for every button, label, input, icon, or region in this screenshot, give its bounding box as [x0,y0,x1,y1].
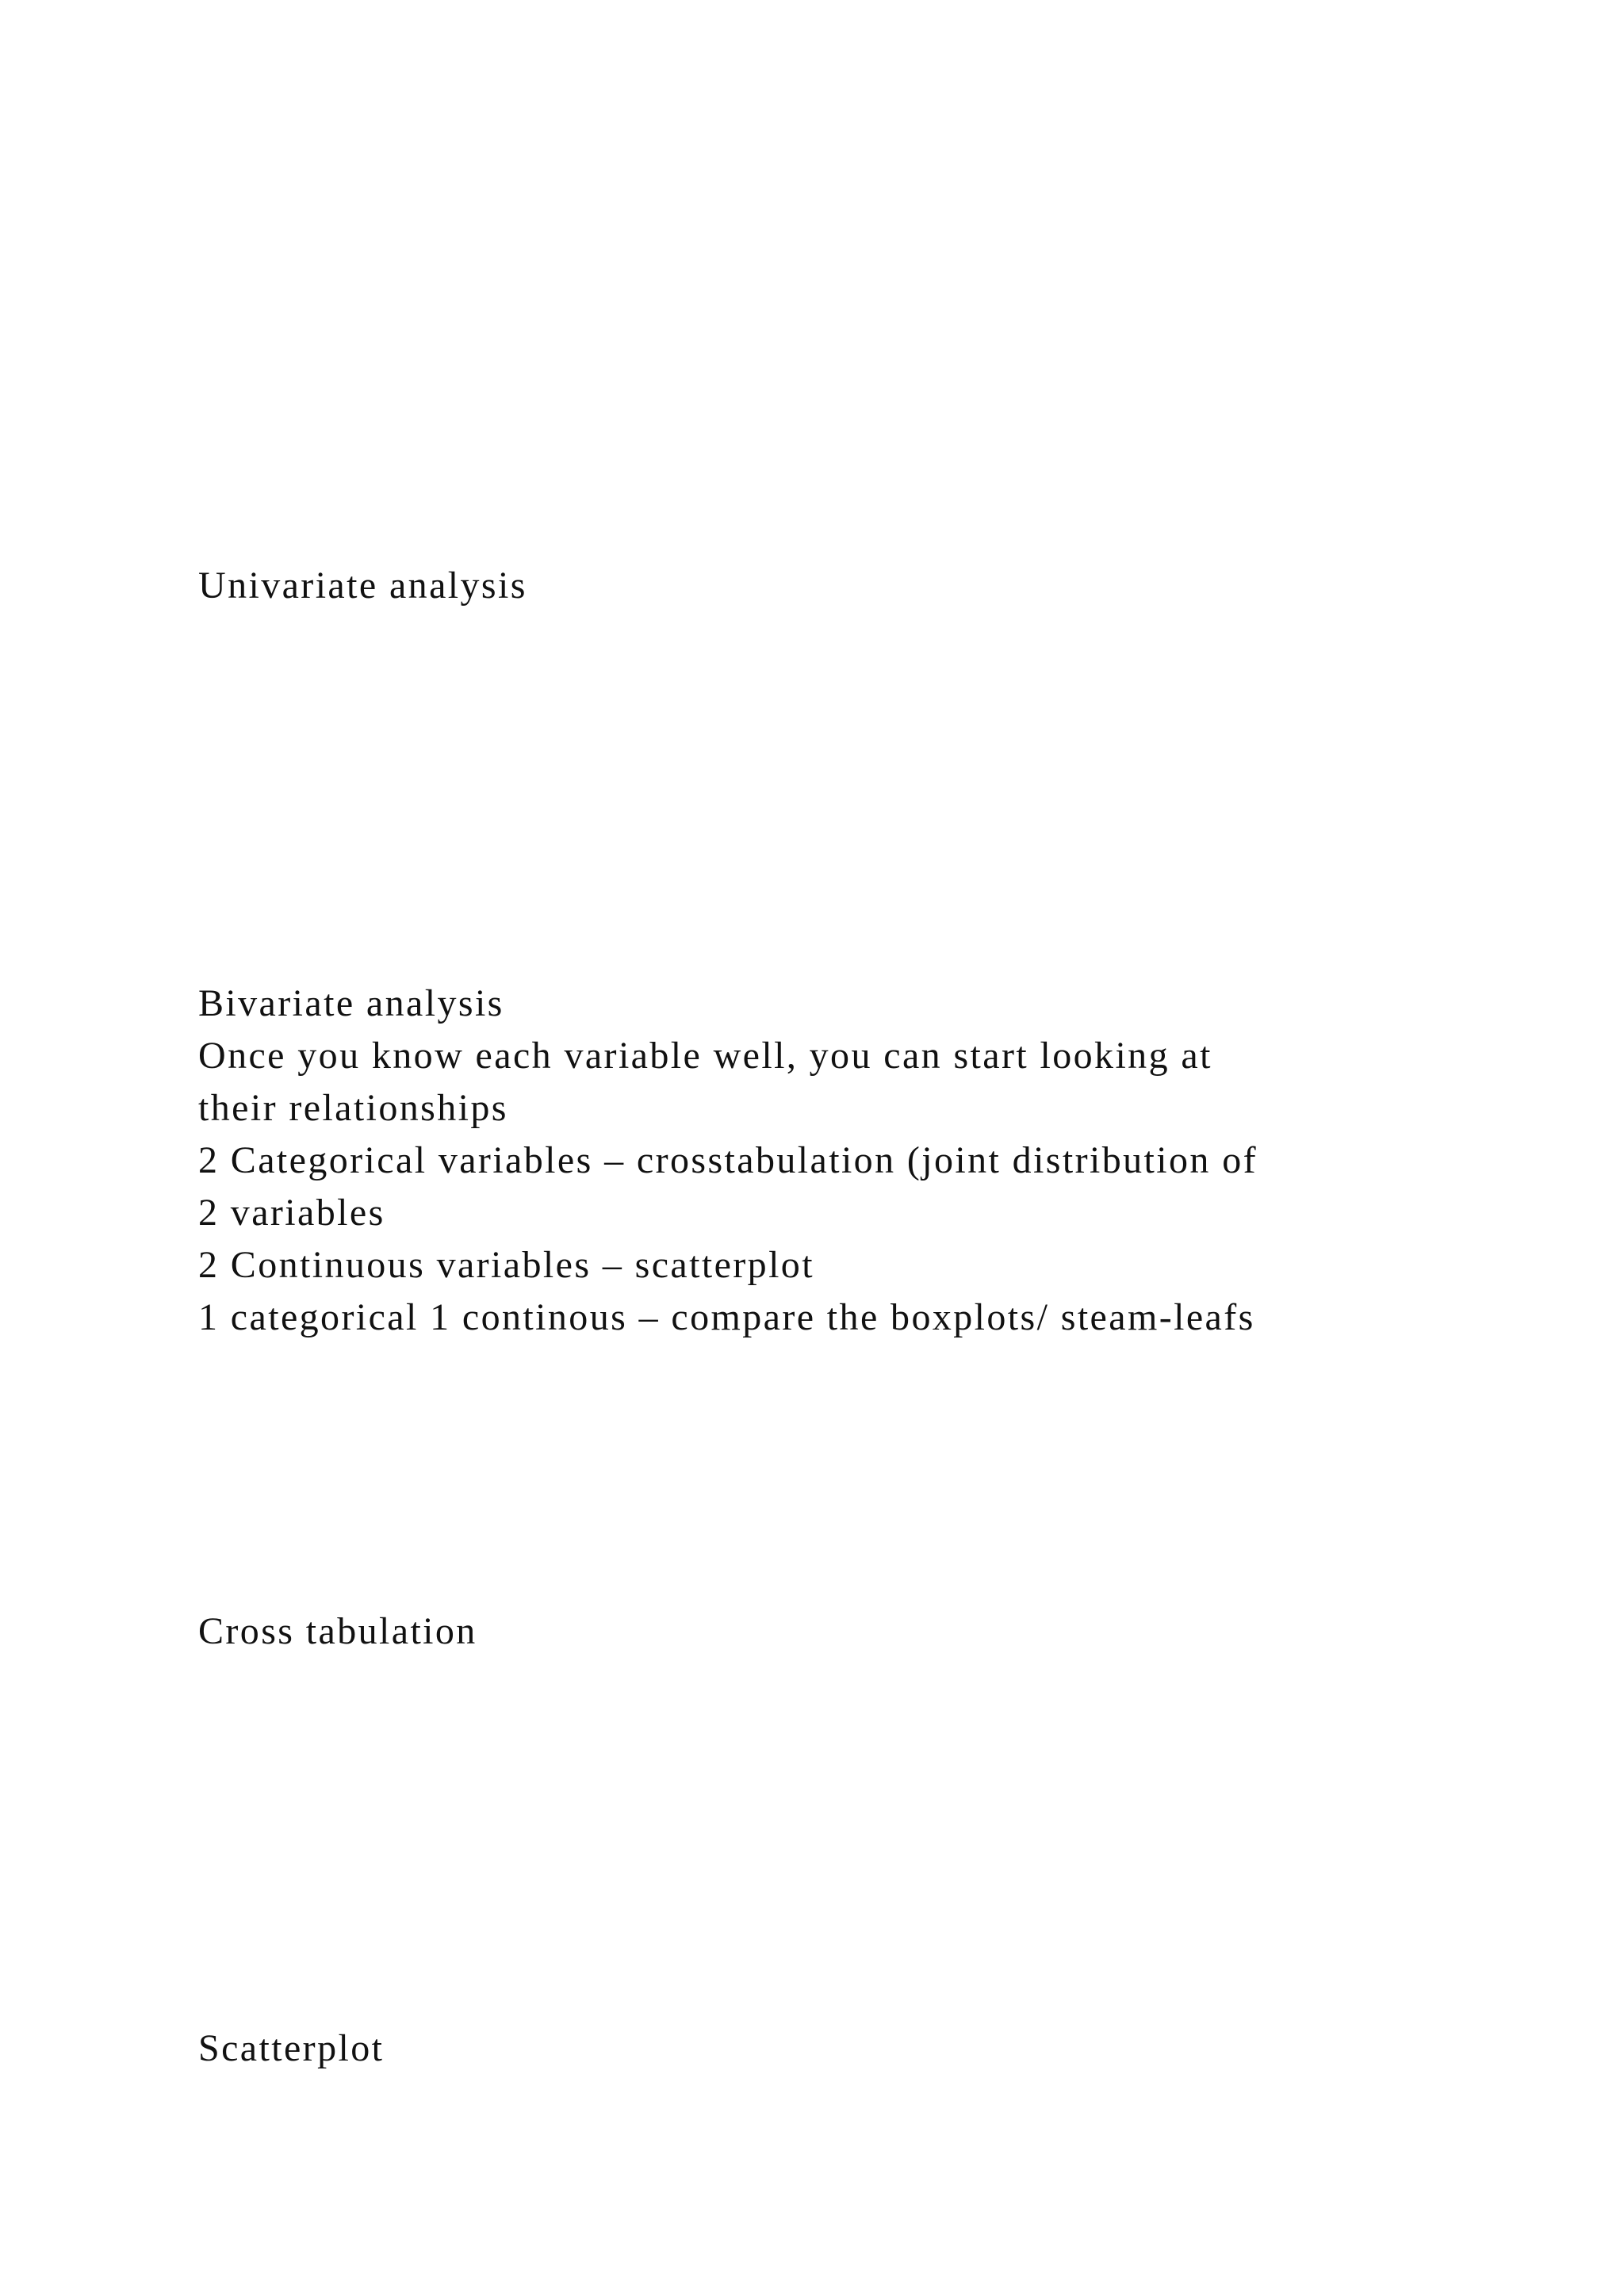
bivariate-heading: Bivariate analysis [198,982,504,1024]
bivariate-line-1: Once you know each variable well, you can start looking at [198,1035,1212,1077]
bivariate-line-5: 2 Continuous variables – scatterplot [198,1244,814,1286]
bivariate-section [198,978,1258,1344]
bivariate-line-3: 2 Categorical variables – crosstabulation (joint distribution of [198,1139,1258,1181]
univariate-heading: Univariate analysis [198,564,527,607]
bivariate-line-6: 1 categorical 1 continous – compare the boxplots/ steam-leafs [198,1296,1255,1338]
cross-tabulation-heading: Cross tabulation [198,1610,477,1652]
scatterplot-heading: Scatterplot [198,2027,385,2069]
bivariate-line-4: 2 variables [198,1192,385,1234]
bivariate-line-2: their relationships [198,1087,508,1129]
